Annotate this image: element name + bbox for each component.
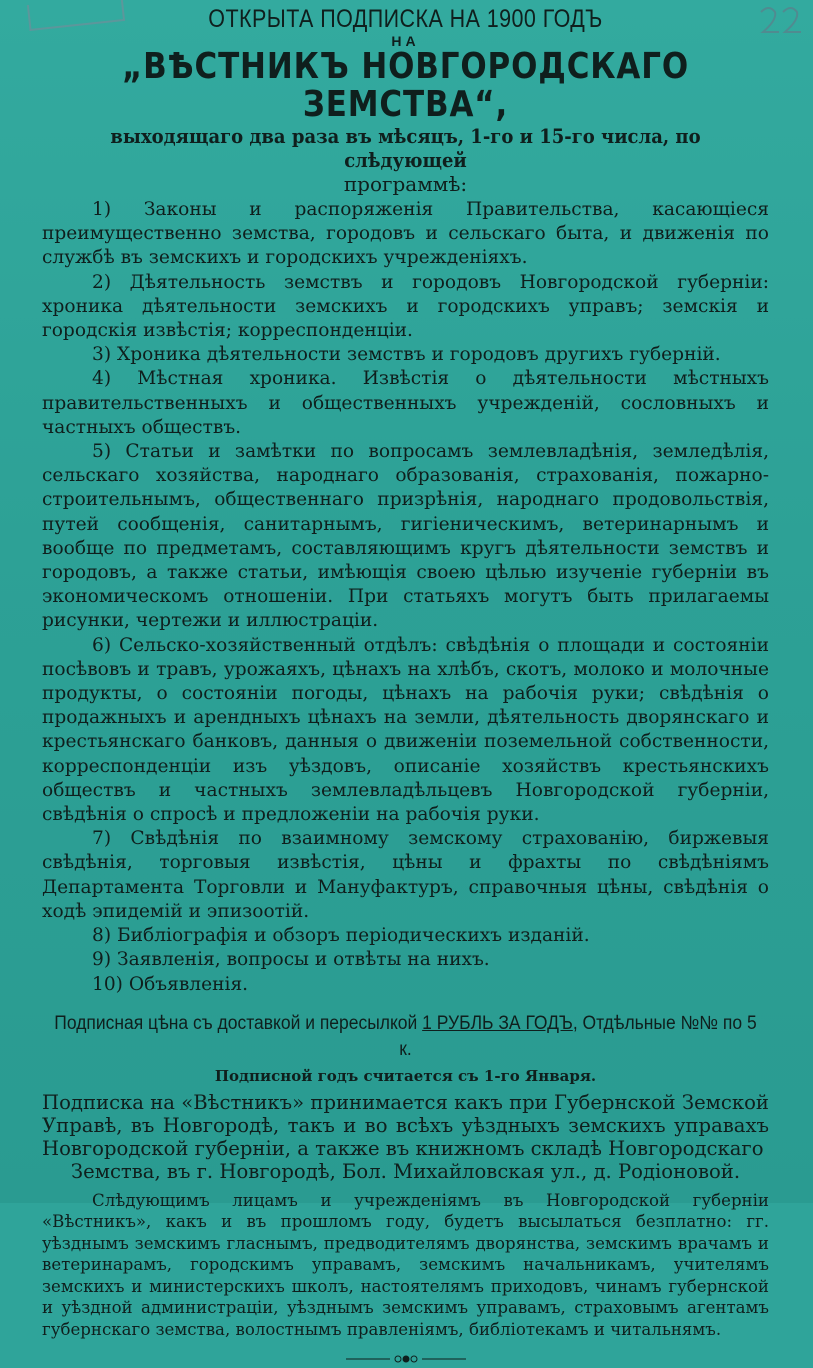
program-item-9: 9) Заявленія, вопросы и отвѣты на нихъ. [92, 949, 490, 971]
subscription-address: Земства, въ г. Новгородѣ, Бол. Михайловская ул., д. Родіоновой. [70, 1160, 741, 1184]
program-item-5: 5) Статьи и замѣтки по вопросамъ землевладѣнія, земледѣлія, сельскаго хозяйства, народнаго образованія, страхованія, пожарно-строительнымъ, общественнаго призрѣнія, народнаго продовольствія, путей сообщенія, санитарнымъ, гигіеническимъ, ветеринарнымъ и вообще по предметамъ, составляющимъ кругъ дѣятельности земствъ и городовъ, а также статьи, имѣющія своею цѣлью изученіе губерніи въ экономическомъ отношеніи. При статьяхъ могутъ быть прилагаемы рисунки, чертежи и иллюстраціи. [42, 441, 769, 632]
price-prefix: Подписная цѣна съ доставкой и пересылкой [54, 1012, 423, 1034]
ornament-flourish-icon [346, 1354, 466, 1364]
program-item-8: 8) Библіографія и обзоръ періодическихъ изданій. [92, 925, 590, 947]
program-item-1: 1) Законы и распоряженія Правительства, касающіеся преимущественно земства, городовъ и сельскаго быта, и движенія по службѣ въ земскихъ и городскихъ учрежденіяхъ. [42, 199, 769, 269]
newspaper-title: „ВѢСТНИКЪ НОВГОРОДСКАГО ЗЕМСТВА“, [121, 46, 690, 125]
program-item-2: 2) Дѣятельность земствъ и городовъ Новгородской губерніи: хроника дѣятельности земскихъ и городскихъ управъ; земскія и городскія извѣстія; корреспонденціи. [42, 271, 769, 342]
program-item-10: 10) Объявленія. [92, 973, 249, 995]
publication-frequency: выходящаго два раза въ мѣсяцъ, 1-го и 15-го числа, по слѣдующей [110, 124, 701, 172]
announcement-heading: ОТКРЫТА ПОДПИСКА НА 1900 ГОДЪ [208, 5, 603, 33]
program-item-6: 6) Сельско-хозяйственный отдѣлъ: свѣдѣнія о площади и состояніи посѣвовъ и травъ, урожаяхъ, цѣнахъ на хлѣбъ, скотъ, молоко и молочные продукты, о состояніи погоды, цѣнахъ на рабочія руки; свѣдѣнія о продажныхъ и арендныхъ цѣнахъ на земли, дѣятельность дворянскаго и крестьянскаго банковъ, данныя о движеніи поземельной собственности, корреспонденціи изъ уѣздовъ, описаніе хозяйствъ крестьянскихъ обществъ и частныхъ землевладѣльцевъ Новгородской губерніи, свѣдѣнія о спросѣ и предложеніи на рабочія руки. [42, 634, 769, 826]
price-amount: 1 РУБЛЬ ЗА ГОДЪ [422, 1012, 573, 1034]
heading-preposition: НА [391, 33, 420, 49]
subscription-locations: Подписка на «Вѣстникъ» принимается какъ при Губернской Земской Управѣ, въ Новгородѣ, такъ и во всѣхъ уѣздныхъ земскихъ управахъ Новгородской губерніи, а также въ книжномъ складѣ Новгородскаго [42, 1090, 769, 1161]
free-distribution-note: Слѣдующимъ лицамъ и учрежденіямъ въ Новгородской губерніи «Вѣстникъ», какъ и въ прошломъ году, будетъ высылаться безплатно: гг. уѣзднымъ земскимъ гласнымъ, предводителямъ дворянства, земскимъ врачамъ и ветеринарамъ, городскимъ управамъ, земскимъ начальникамъ, учителямъ земскихъ и министерскихъ школъ, настоятелямъ приходовъ, чинамъ губернской и уѣздной администраціи, уѣзднымъ земскимъ управамъ, страховымъ агентамъ губернскаго земства, волостнымъ правленіямъ, библіотекамъ и читальнямъ. [42, 1190, 769, 1340]
price-suffix: , Отдѣльные №№ по 5 к. [399, 1012, 757, 1060]
program-item-4: 4) Мѣстная хроника. Извѣстія о дѣятельности мѣстныхъ правительственныхъ и общественныхъ учрежденій, сословныхъ и частныхъ обществъ. [42, 368, 769, 438]
program-item-7: 7) Свѣдѣнія по взаимному земскому страхованію, биржевыя свѣдѣнія, торговыя извѣстія, цѣны и фрахты по свѣдѣніямъ Департамента Торговли и Мануфактуръ, справочныя цѣны, свѣдѣнія о ходѣ эпидемій и эпизоотій. [42, 828, 769, 922]
subscription-year-note: Подписной годъ считается съ 1-го Января. [214, 1066, 597, 1085]
document-content [42, 4, 769, 1368]
program-item-3: 3) Хроника дѣятельности земствъ и городовъ другихъ губерній. [92, 344, 721, 366]
program-label: программѣ: [343, 172, 468, 196]
ornament [42, 1349, 769, 1368]
subscription-price [53, 1011, 759, 1063]
